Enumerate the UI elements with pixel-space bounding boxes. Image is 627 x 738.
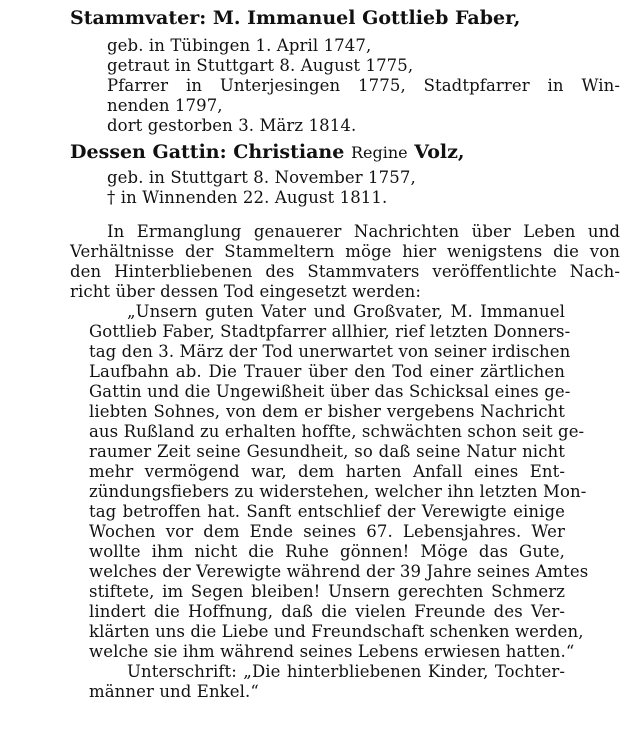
- quote-line: tag betroffen hat. Sanft entschlief der Verewigte einige: [89, 502, 565, 521]
- quote-line: tag den 3. März der Tod unerwartet von seiner irdischen: [89, 342, 571, 361]
- quote-line: welche sie ihm während seines Lebens erwiesen hatten.“: [89, 642, 575, 661]
- gattin-surname: Volz,: [414, 141, 465, 163]
- quote-line: zündungsfiebers zu widerstehen, welcher ihn letzten Mon-: [89, 482, 587, 501]
- quote-line: lindert die Hoffnung, daß die vielen Freunde des Ver-: [89, 602, 565, 621]
- quote-line: mehr vermögend war, dem harten Anfall eines Ent-: [89, 462, 565, 481]
- gattin-line: geb. in Stuttgart 8. November 1757,: [107, 168, 416, 187]
- quote-line: welches der Verewigte während der 39 Jahre seines Amtes: [89, 562, 589, 581]
- stammvater-line: nenden 1797,: [107, 96, 223, 115]
- stammvater-line: Pfarrer in Unterjesingen 1775, Stadtpfarrer in Win-: [107, 76, 620, 95]
- gattin-line: † in Winnenden 22. August 1811.: [107, 188, 388, 207]
- stammvater-line: geb. in Tübingen 1. April 1747,: [107, 36, 372, 55]
- quote-line: stiftete, im Segen bleiben! Unsern gerechten Schmerz: [89, 582, 565, 601]
- intro-line: Verhältnisse der Stammeltern möge hier wenigstens die von: [70, 242, 620, 261]
- quote-line: liebten Sohnes, von dem er bisher vergebens Nachricht: [89, 402, 565, 421]
- stammvater-label: Stammvater:: [70, 7, 207, 29]
- gattin-label: Dessen Gattin:: [70, 141, 227, 163]
- quote-line: „Unsern guten Vater und Großvater, M. Immanuel: [127, 302, 565, 321]
- gattin-heading: [70, 140, 465, 165]
- intro-line: richt über dessen Tod eingesetzt werden:: [70, 282, 422, 301]
- quote-line: Wochen vor dem Ende seines 67. Lebensjahres. Wer: [89, 522, 565, 541]
- quote-line: Gottlieb Faber, Stadtpfarrer allhier, rief letzten Donners-: [89, 322, 571, 341]
- stammvater-line: getraut in Stuttgart 8. August 1775,: [107, 56, 414, 75]
- quote-line: wollte ihm nicht die Ruhe gönnen! Möge das Gute,: [89, 542, 565, 561]
- stammvater-heading: [70, 6, 520, 30]
- stammvater-line: dort gestorben 3. März 1814.: [107, 116, 357, 135]
- gattin-middle-name: Regine: [350, 143, 408, 162]
- stammvater-name: M. Immanuel Gottlieb Faber,: [212, 7, 521, 29]
- intro-line: In Ermanglung genauerer Nachrichten über Leben und: [107, 222, 620, 241]
- intro-line: den Hinterbliebenen des Stammvaters veröffentlichte Nach-: [70, 262, 620, 281]
- gattin-name: Christiane: [233, 141, 345, 163]
- quote-line: raumer Zeit seine Gesundheit, so daß seine Natur nicht: [89, 442, 565, 461]
- quote-line: Laufbahn ab. Die Trauer über den Tod einer zärtlichen: [89, 362, 565, 381]
- quote-line: aus Rußland zu erhalten hoffte, schwächten schon seit ge-: [89, 422, 585, 441]
- quote-line: Gattin und die Ungewißheit über das Schicksal eines ge-: [89, 382, 571, 401]
- signature-line: Unterschrift: „Die hinterbliebenen Kinder, Tochter-: [127, 662, 565, 681]
- signature-line: männer und Enkel.“: [89, 682, 259, 701]
- quote-line: klärten uns die Liebe und Freundschaft schenken werden,: [89, 622, 584, 641]
